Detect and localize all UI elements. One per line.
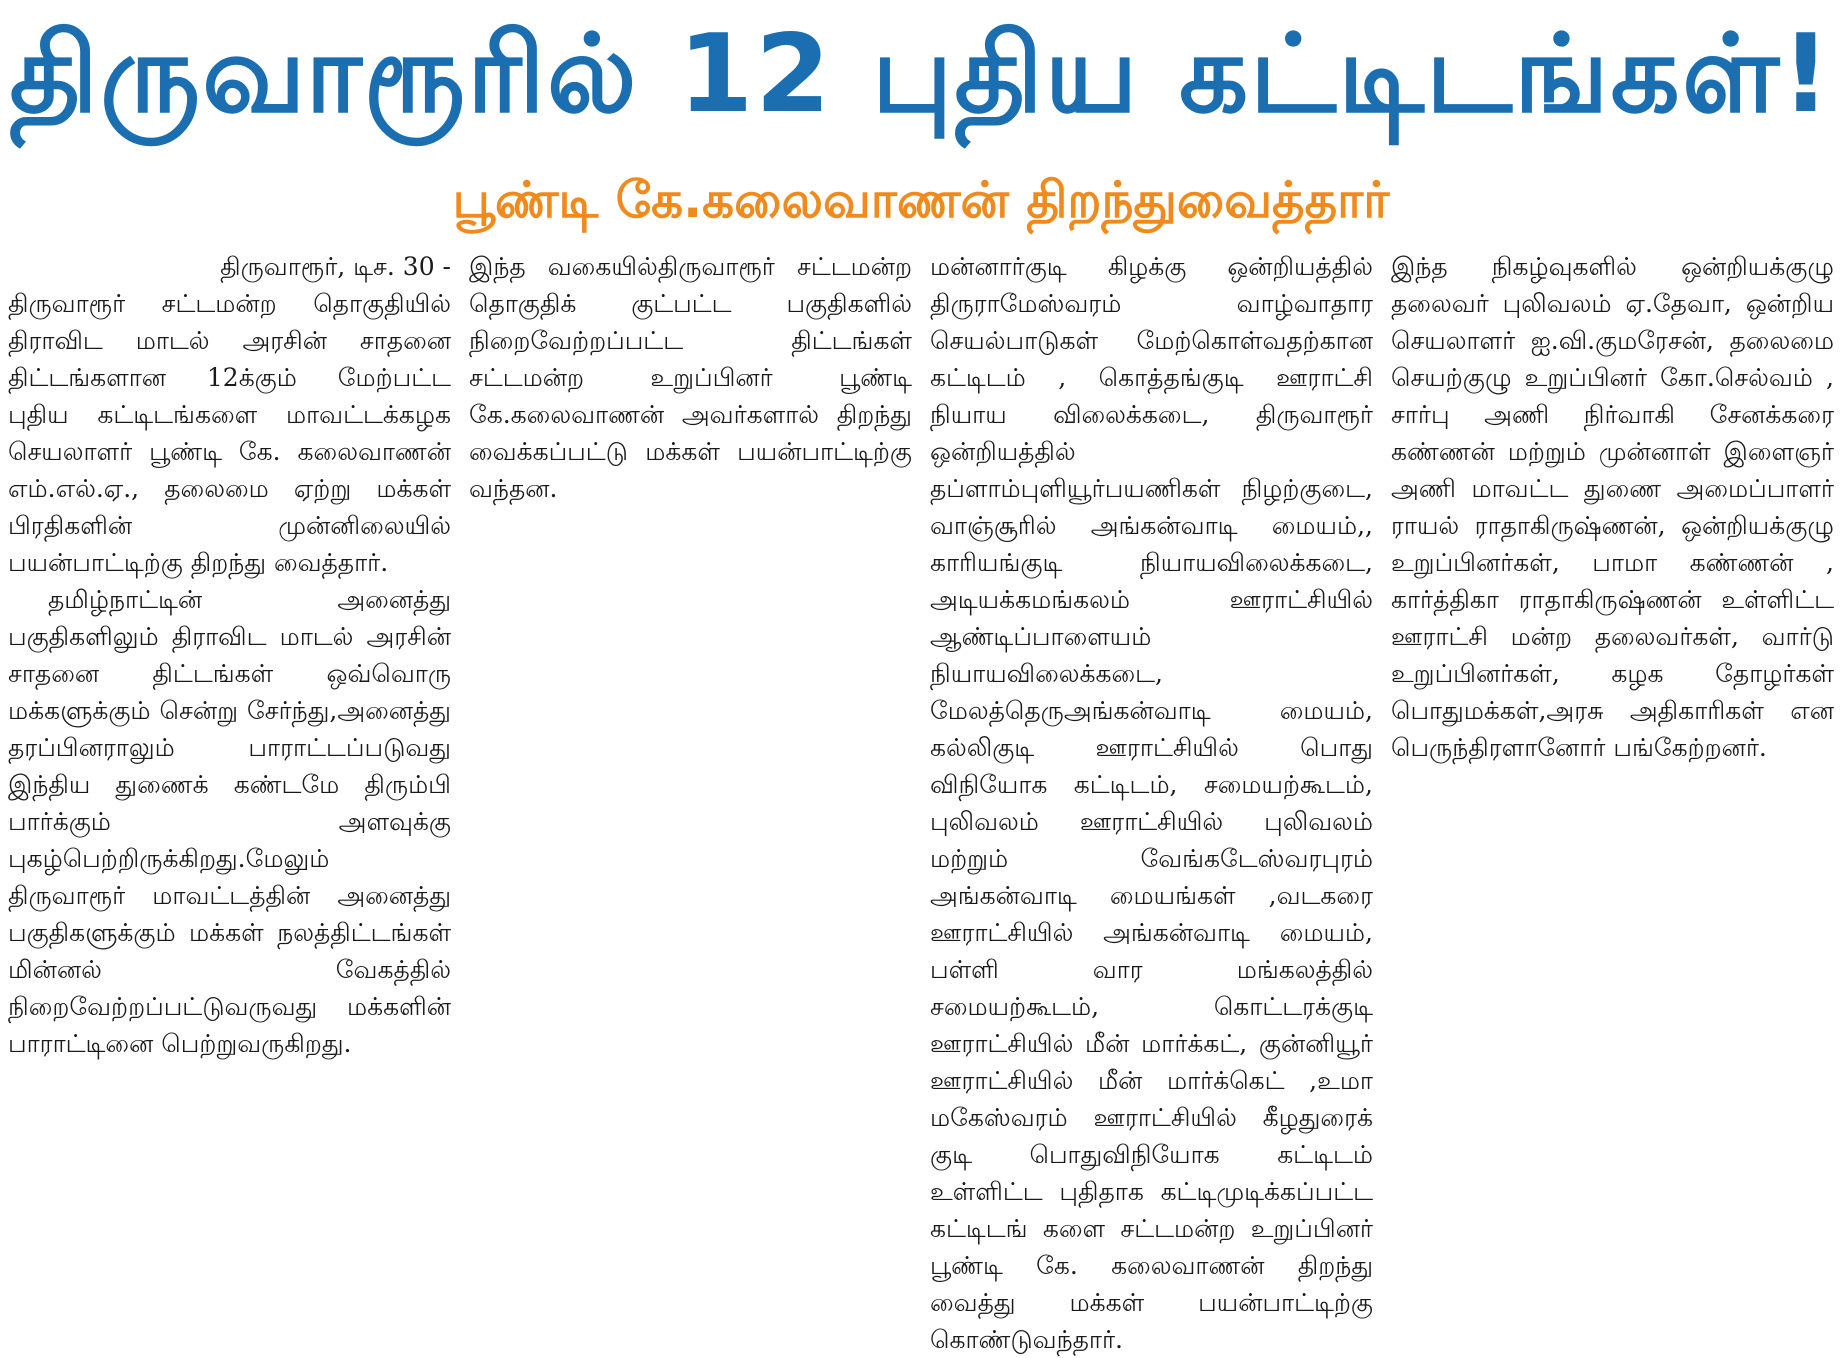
headline: திருவாரூரில் 12 புதிய கட்டிடங்கள்! [9, 12, 1833, 137]
article-body [8, 248, 1834, 1354]
paragraph-2: தமிழ்நாட்டின் அனைத்து பகுதிகளிலும் திராவிட மாடல் அரசின் சாதனை திட்டங்கள் ஒவ்வொரு மக்களுக்கும் சென்று சேர்ந்து,அனைத்து தரப்பினராலும் பாராட்டப்படுவது இந்திய துணைக் கண்டமே திரும்பி பார்க்கும் அளவுக்கு புகழ்பெற்றிருக்கிறது.மேலும் திருவாரூர் மாவட்டத்தின் அனைத்து பகுதிகளுக்கும் மக்கள் நலத்திட்டங்கள் மின்னல் வேகத்தில் நிறைவேற்றப்பட்டுவருவது மக்களின் பாராட்டினை பெற்றுவருகிறது. [8, 585, 451, 1058]
paragraph-1: திருவாரூர் சட்டமன்ற தொகுதியில் திராவிட மாடல் அரசின் சாதனை திட்டங்களான 12க்கும் மேற்பட்ட புதிய கட்டிடங்களை மாவட்டக்கழக செயலாளர் பூண்டி கே. கலைவாணன் எம்.எல்.ஏ., தலைமை ஏற்று மக்கள் பிரதிகளின் முன்னிலையில் பயன்பாட்டிற்கு திறந்து வைத்தார். [8, 289, 451, 577]
paragraph-5: இந்த நிகழ்வுகளில் ஒன்றியக்குழு தலைவர் புலிவலம் ஏ.தேவா, ஒன்றிய செயலாளர் ஐ.வி.குமரேசன், தலைமை செயற்குழு உறுப்பினர் கோ.செல்வம் , சார்பு அணி நிர்வாகி சேனக்கரை கண்ணன் மற்றும் முன்னாள் இளைஞர் அணி மாவட்ட துணை அமைப்பாளர் ராயல் ராதாகிருஷ்ணன், ஒன்றியக்குழு உறுப்பினர்கள், பாமா கண்ணன் , கார்த்திகா ராதாகிருஷ்ணன் உள்ளிட்ட ஊராட்சி மன்ற தலைவர்கள், வார்டு உறுப்பினர்கள், கழக தோழர்கள் பொதுமக்கள்,அரசு அதிகாரிகள் என பெருந்திரளானோர் பங்கேற்றனர். [1391, 252, 1834, 762]
paragraph-3: இந்த வகையில்திருவாரூர் சட்டமன்ற தொகுதிக் குட்பட்ட பகுதிகளில் நிறைவேற்றப்பட்ட திட்டங்கள் சட்டமன்ற உறுப்பினர் பூண்டி கே.கலைவாணன் அவர்களால் திறந்து வைக்கப்பட்டு மக்கள் பயன்பாட்டிற்கு வந்தன. [469, 252, 912, 503]
article-column-4 [1391, 248, 1834, 1294]
subheadline: பூண்டி கே.கலைவாணன் திறந்துவைத்தார் [452, 171, 1390, 229]
paragraph-4: மன்னார்குடி கிழக்கு ஒன்றியத்தில் திருராமேஸ்வரம் வாழ்வாதார செயல்பாடுகள் மேற்கொள்வதற்கான கட்டிடம் , கொத்தங்குடி ஊராட்சி நியாய விலைக்கடை, திருவாரூர் ஒன்றியத்தில் தப்ளாம்புளியூர்பயணிகள் நிழற்குடை, வாஞ்சூரில் அங்கன்வாடி மையம்,, காரியங்குடி நியாயவிலைக்கடை, அடியக்கமங்கலம் ஊராட்சியில் ஆண்டிப்பாளையம் நியாயவிலைக்கடை, மேலத்தெருஅங்கன்வாடி மையம், கல்லிகுடி ஊராட்சியில் பொது விநியோக கட்டிடம், சமையற்கூடம், புலிவலம் ஊராட்சியில் புலிவலம் மற்றும் வேங்கடேஸ்வரபுரம் அங்கன்வாடி மையங்கள் ,வடகரை ஊராட்சியில் அங்கன்வாடி மையம், பள்ளி வார மங்கலத்தில் சமையற்கூடம், கொட்டரக்குடி ஊராட்சியில் மீன் மார்க்கட், குன்னியூர் ஊராட்சியில் மீன் மார்க்கெட் ,உமா மகேஸ்வரம் ஊராட்சியில் கீழதுரைக் குடி பொதுவிநியோக கட்டிடம் உள்ளிட்ட புதிதாக கட்டிமுடிக்கப்பட்ட கட்டிடங் களை சட்டமன்ற உறுப்பினர் பூண்டி கே. கலைவாணன் திறந்து வைத்து மக்கள் பயன்பாட்டிற்கு கொண்டுவந்தார். [930, 252, 1373, 1354]
article-column-3 [930, 248, 1373, 1354]
article-column-2 [469, 248, 912, 1294]
dateline: திருவாரூர், டிச. 30 - [220, 252, 451, 281]
article-column-1 [8, 248, 451, 1294]
